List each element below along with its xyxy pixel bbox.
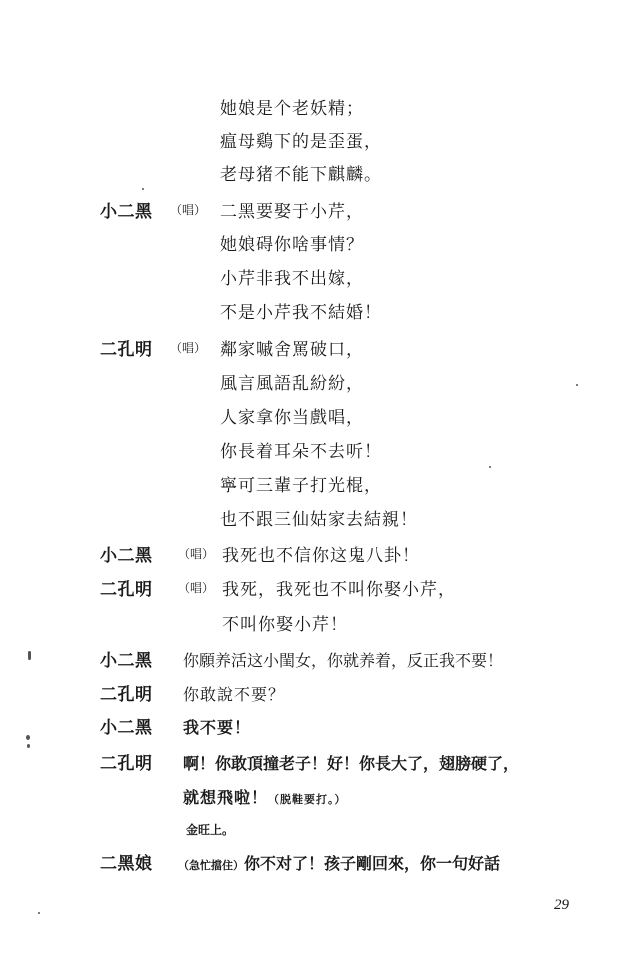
speaker-name: 小二黑 [100, 651, 153, 671]
scan-mark [142, 188, 144, 190]
scan-mark [489, 466, 491, 468]
speaker-name: 二孔明 [100, 754, 153, 774]
scan-mark [26, 735, 30, 740]
stage-direction: （唱） [178, 547, 215, 561]
dialogue-line: 你敢說不要？ [183, 685, 286, 704]
dialogue-line: 不叫你娶小芹！ [222, 615, 348, 635]
speaker-name: 小二黑 [100, 546, 153, 566]
dialogue-line: 你願养活这小閨女，你就养着，反正我不要！ [183, 651, 504, 670]
dialogue-text: 就想飛啦！ [183, 788, 269, 807]
stage-direction: （脱鞋要打。） [268, 793, 347, 806]
dialogue-line: 我死，我死也不叫你娶小芹， [222, 580, 456, 600]
dialogue-line [183, 787, 347, 811]
stage-direction: （唱） [178, 581, 215, 595]
speaker-name: 二孔明 [100, 340, 153, 360]
dialogue-line: 你長着耳朵不去听！ [220, 442, 382, 462]
dialogue-line: 不是小芹我不結婚！ [220, 303, 382, 323]
dialogue-line: 也不跟三仙姑家去結親！ [220, 510, 418, 530]
verse-line: 老母猪不能下麒麟。 [220, 165, 382, 185]
dialogue-line: 小芹非我不出嫁， [220, 269, 364, 289]
dialogue-line [178, 853, 500, 877]
stage-direction: （急忙擋住） [178, 859, 244, 872]
dialogue-line: 風言風語乱紛紛， [220, 374, 364, 394]
dialogue-line: 鄰家嘁舍罵破口， [220, 340, 364, 360]
dialogue-line: 啊！你敢頂撞老子！好！你長大了，翅膀硬了， [183, 754, 520, 773]
verse-line: 瘟母鷄下的是歪蛋， [220, 132, 382, 152]
page-number: 29 [554, 897, 569, 913]
stage-direction: （唱） [170, 203, 207, 217]
scan-mark [28, 651, 31, 660]
speaker-name: 二孔明 [100, 685, 153, 705]
speaker-name: 小二黑 [100, 202, 153, 222]
scan-mark [38, 912, 40, 914]
dialogue-text: 你不对了！孩子剛回來，你一句好話 [244, 854, 501, 873]
dialogue-line: 她娘碍你啥事情？ [220, 235, 364, 255]
dialogue-line: 寧可三輩子打光棍， [220, 476, 382, 496]
stage-direction: （唱） [170, 341, 207, 355]
speaker-name: 小二黑 [100, 718, 153, 738]
speaker-name: 二孔明 [100, 580, 153, 600]
dialogue-line: 人家拿你当戲唱， [220, 408, 364, 428]
scan-mark [576, 384, 578, 386]
stage-note: 金旺上。 [186, 823, 235, 837]
dialogue-line: 我不要！ [183, 718, 252, 737]
dialogue-line: 二黑要娶于小芹， [220, 202, 364, 222]
scan-mark [27, 744, 30, 748]
speaker-name: 二黑娘 [100, 854, 153, 874]
verse-line: 她娘是个老妖精； [220, 99, 364, 119]
dialogue-line: 我死也不信你这鬼八卦！ [222, 546, 420, 566]
